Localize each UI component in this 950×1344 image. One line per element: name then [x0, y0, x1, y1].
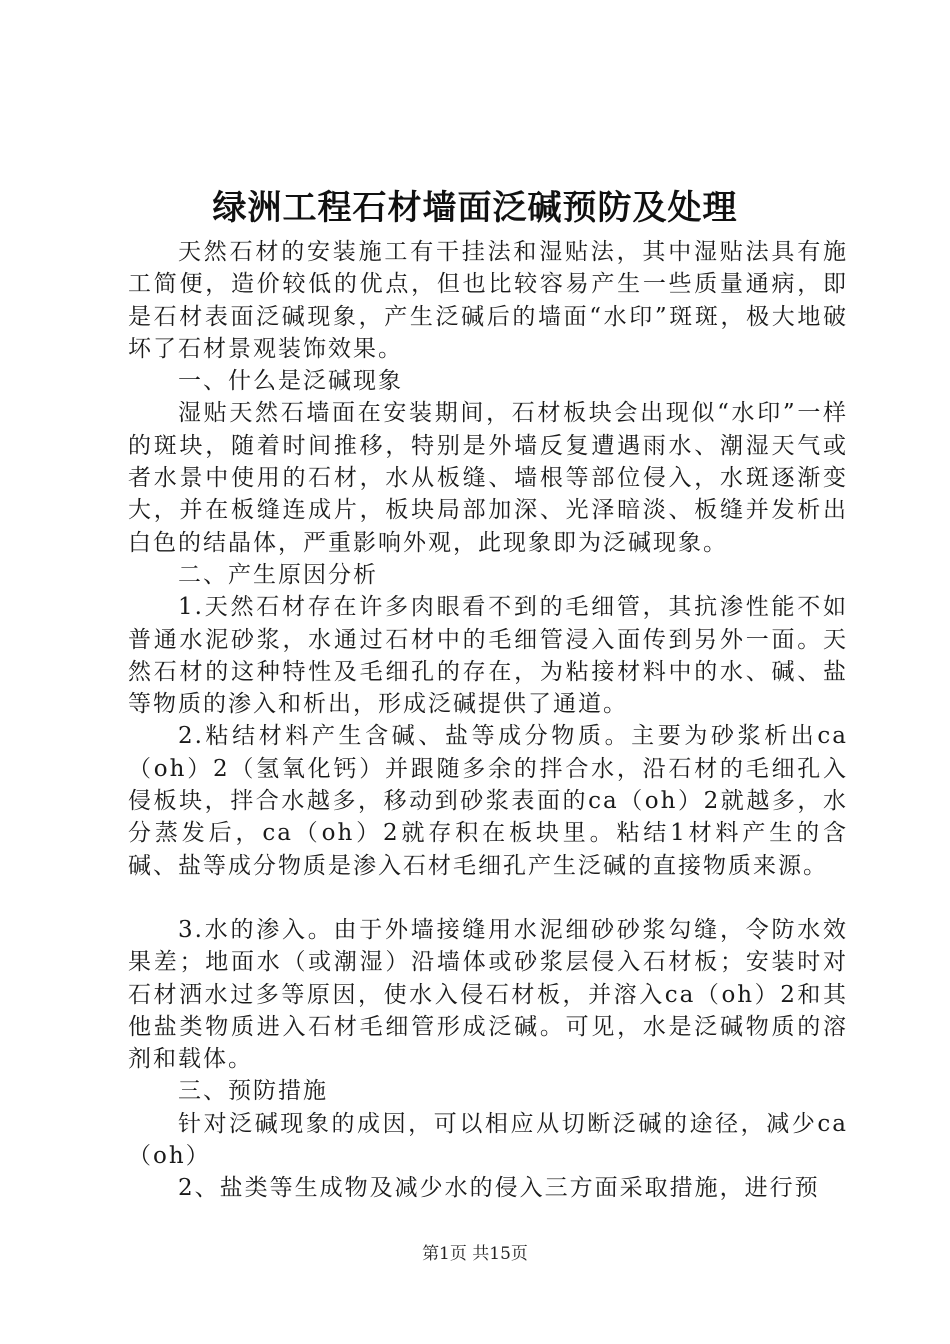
cause-1-paragraph: 1.天然石材存在许多肉眼看不到的毛细管，其抗渗性能不如普通水泥砂浆，水通过石材中的毛细管浸入面传到另外一面。天然石材的这种特性及毛细孔的存在，为粘接材料中的水、碱、盐等物质的渗入和析出，形成泛碱提供了通道。 [128, 594, 848, 718]
section-heading-1: 一、什么是泛碱现象 [178, 368, 403, 395]
document-title: 绿洲工程石材墙面泛碱预防及处理 [212, 188, 738, 228]
section-heading-3: 三、预防措施 [178, 1078, 328, 1105]
prevention-continued-paragraph: 2、盐类等生成物及减少水的侵入三方面采取措施，进行预 [178, 1175, 820, 1202]
section-1-paragraph: 湿贴天然石墙面在安装期间，石材板块会出现似“水印”一样的斑块，随着时间推移，特别是外墙反复遭遇雨水、潮湿天气或者水景中使用的石材，水从板缝、墙根等部位侵入，水斑逐渐变大，并在板缝连成片，板块局部加深、光泽暗淡、板缝并发析出白色的结晶体，严重影响外观，此现象即为泛碱现象。 [128, 400, 848, 556]
prevention-paragraph: 针对泛碱现象的成因，可以相应从切断泛碱的途径，减少ca（oh） [128, 1110, 848, 1170]
cause-3-paragraph: 3.水的渗入。由于外墙接缝用水泥细砂砂浆勾缝，令防水效果差；地面水（或潮湿）沿墙体或砂浆层侵入石材板；安装时对石材洒水过多等原因，使水入侵石材板，并溶入ca（oh）2和其他盐类物质进入石材毛细管形成泛碱。可见，水是泛碱物质的溶剂和载体。 [128, 916, 848, 1073]
intro-paragraph: 天然石材的安装施工有干挂法和湿贴法，其中湿贴法具有施工简便，造价较低的优点，但也比较容易产生一些质量通病，即是石材表面泛碱现象，产生泛碱后的墙面“水印”斑斑，极大地破坏了石材景观装饰效果。 [128, 239, 848, 362]
page-number: 第1页 共15页 [422, 1244, 528, 1264]
section-heading-2: 二、产生原因分析 [178, 561, 378, 588]
document-body [128, 236, 848, 1205]
cause-2-paragraph: 2.粘结材料产生含碱、盐等成分物质。主要为砂浆析出ca（oh）2（氢氧化钙）并跟随多余的拌合水，沿石材的毛细孔入侵板块，拌合水越多，移动到砂浆表面的ca（oh）2就越多，水分蒸发后，ca（oh）2就存积在板块里。粘结1材料产生的含碱、盐等成分物质是渗入石材毛细孔产生泛碱的直接物质来源。 [128, 723, 848, 879]
